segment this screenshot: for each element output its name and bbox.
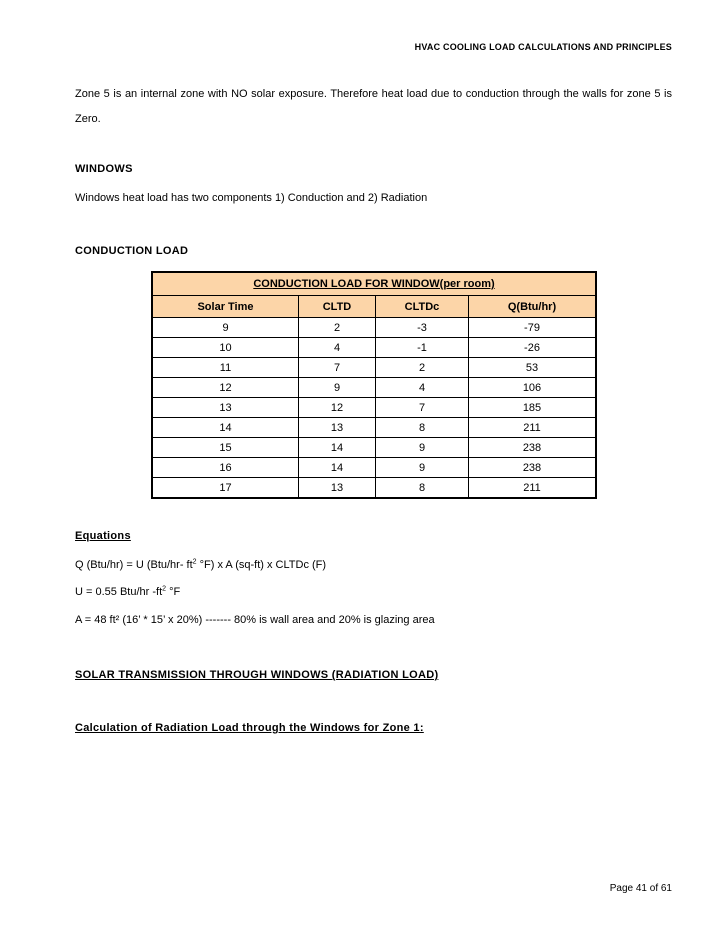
table-cell: 7 bbox=[299, 358, 376, 378]
equation-area: A = 48 ft² (16’ * 15’ x 20%) ------- 80% is wall area and 20% is glazing area bbox=[75, 614, 435, 626]
table-cell: -26 bbox=[469, 338, 597, 358]
equation-q bbox=[75, 559, 326, 571]
table-cell: 11 bbox=[152, 358, 299, 378]
column-header-solar-time: Solar Time bbox=[152, 296, 299, 318]
table-cell: 185 bbox=[469, 398, 597, 418]
table-cell: 106 bbox=[469, 378, 597, 398]
table-cell: 17 bbox=[152, 478, 299, 499]
table-row bbox=[152, 338, 596, 358]
table-cell: 13 bbox=[299, 478, 376, 499]
windows-text: Windows heat load has two components 1) Conduction and 2) Radiation bbox=[75, 192, 428, 204]
page-number: Page 41 of 61 bbox=[609, 883, 672, 894]
table-cell: 238 bbox=[469, 458, 597, 478]
table-cell: 7 bbox=[376, 398, 469, 418]
table-cell: 9 bbox=[376, 438, 469, 458]
table-cell: 16 bbox=[152, 458, 299, 478]
table-cell: 2 bbox=[376, 358, 469, 378]
table-cell: -1 bbox=[376, 338, 469, 358]
table-cell: 8 bbox=[376, 478, 469, 499]
table-cell: -3 bbox=[376, 318, 469, 338]
table-cell: 12 bbox=[152, 378, 299, 398]
table-cell: 2 bbox=[299, 318, 376, 338]
page-header-title: HVAC COOLING LOAD CALCULATIONS AND PRINCIPLES bbox=[414, 42, 672, 52]
table-cell: 211 bbox=[469, 478, 597, 499]
table-cell: 15 bbox=[152, 438, 299, 458]
table-row bbox=[152, 418, 596, 438]
conduction-load-heading: CONDUCTION LOAD bbox=[75, 245, 189, 257]
table-cell: 13 bbox=[299, 418, 376, 438]
table-title: CONDUCTION LOAD FOR WINDOW(per room) bbox=[253, 278, 495, 290]
table-header-row bbox=[152, 296, 596, 318]
zone5-paragraph: Zone 5 is an internal zone with NO solar exposure. Therefore heat load due to conduction through the walls for zone 5 is Zero. bbox=[75, 88, 672, 125]
table-cell: 9 bbox=[152, 318, 299, 338]
column-header-q: Q(Btu/hr) bbox=[469, 296, 597, 318]
equation-u-part2: °F bbox=[166, 586, 181, 598]
table-cell: 53 bbox=[469, 358, 597, 378]
table-cell: 8 bbox=[376, 418, 469, 438]
table-cell: 4 bbox=[299, 338, 376, 358]
table-row bbox=[152, 318, 596, 338]
equation-u bbox=[75, 586, 180, 598]
table-cell: -79 bbox=[469, 318, 597, 338]
conduction-load-table bbox=[151, 271, 597, 499]
radiation-load-heading: Calculation of Radiation Load through the Windows for Zone 1: bbox=[75, 722, 424, 734]
solar-transmission-heading: SOLAR TRANSMISSION THROUGH WINDOWS (RADIATION LOAD) bbox=[75, 669, 439, 681]
table-cell: 14 bbox=[152, 418, 299, 438]
table-cell: 14 bbox=[299, 438, 376, 458]
equation-u-part1: U = 0.55 Btu/hr -ft bbox=[75, 586, 163, 598]
equation-q-part1: Q (Btu/hr) = U (Btu/hr- ft bbox=[75, 559, 193, 571]
equation-u-superscript: 2 bbox=[162, 585, 167, 593]
table-cell: 211 bbox=[469, 418, 597, 438]
table-row bbox=[152, 458, 596, 478]
table-row bbox=[152, 398, 596, 418]
table-cell: 12 bbox=[299, 398, 376, 418]
table-cell: 10 bbox=[152, 338, 299, 358]
table-title-row bbox=[152, 272, 596, 296]
equations-heading: Equations bbox=[75, 530, 131, 542]
windows-heading: WINDOWS bbox=[75, 163, 133, 175]
table-cell: 9 bbox=[376, 458, 469, 478]
table-row bbox=[152, 478, 596, 499]
column-header-cltd: CLTD bbox=[299, 296, 376, 318]
table-cell: 9 bbox=[299, 378, 376, 398]
table-cell: 4 bbox=[376, 378, 469, 398]
table-row bbox=[152, 438, 596, 458]
table-row bbox=[152, 358, 596, 378]
table-cell: 13 bbox=[152, 398, 299, 418]
table-cell: 238 bbox=[469, 438, 597, 458]
table-row bbox=[152, 378, 596, 398]
column-header-cltdc: CLTDc bbox=[376, 296, 469, 318]
equation-q-superscript: 2 bbox=[192, 558, 197, 566]
equation-q-part2: °F) x A (sq-ft) x CLTDc (F) bbox=[196, 559, 327, 571]
table-cell: 14 bbox=[299, 458, 376, 478]
